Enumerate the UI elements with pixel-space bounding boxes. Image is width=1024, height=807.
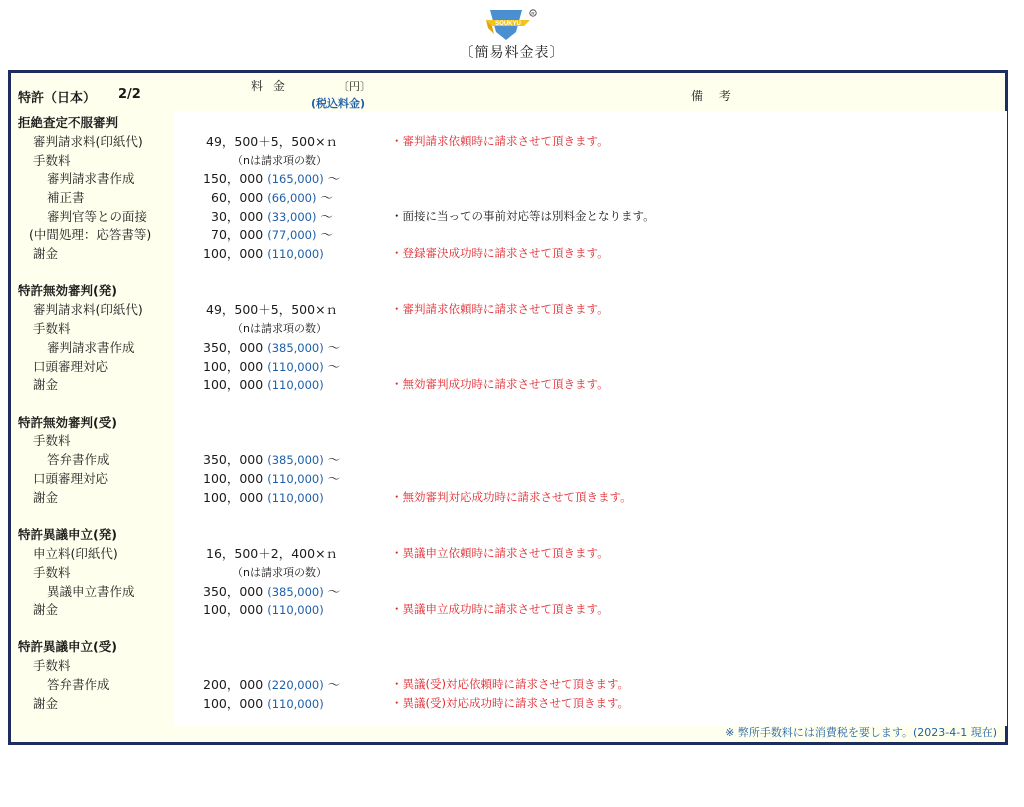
row-amount: 100，000 (110,000) ～ — [203, 471, 341, 486]
row-label: 異議申立書作成 — [47, 584, 135, 599]
row-label: 謝金 — [33, 246, 59, 261]
section-title: 特許異議申立(受) — [18, 639, 117, 654]
header-unit: 〔円〕 — [338, 80, 371, 93]
row-amount: 100，000 (110,000) — [203, 246, 324, 261]
page-title: 〔簡易料金表〕 — [459, 45, 565, 61]
row-label: 謝金 — [33, 696, 59, 711]
row-label: 謝金 — [33, 602, 59, 617]
row-amount: 49，500＋5，500×ｎ — [206, 302, 339, 317]
row-note: （nは請求項の数） — [232, 154, 327, 167]
row-label: 手数料 — [33, 658, 71, 673]
header-tax-note: (税込料金) — [311, 97, 366, 110]
section-title: 特許異議申立(発) — [18, 527, 117, 542]
row-amount: 150，000 (165,000) ～ — [203, 171, 341, 186]
row-amount: 100，000 (110,000) ～ — [203, 359, 341, 374]
footer-note: ※ 弊所手数料には消費税を要します。(2023-4-1 現在) — [725, 726, 997, 739]
row-label: 審判官等との面接 — [47, 209, 148, 224]
row-label: 審判請求書作成 — [47, 340, 135, 355]
row-label: 謝金 — [33, 490, 59, 505]
row-amount: 100，000 (110,000) — [203, 490, 324, 505]
row-label: (中間処理：応答書等) — [29, 227, 152, 242]
row-amount: 60，000 (66,000) ～ — [211, 190, 333, 205]
section-title: 拒絶査定不服審判 — [18, 115, 119, 130]
row-amount: 100，000 (110,000) — [203, 377, 324, 392]
row-remark: ・無効審判対応成功時に請求させて頂きます。 — [391, 490, 632, 504]
row-amount: 350，000 (385,000) ～ — [203, 452, 341, 467]
row-label: 口頭審理対応 — [33, 359, 109, 374]
row-remark: ・異議申立依頼時に請求させて頂きます。 — [391, 546, 609, 560]
fee-table-frame — [8, 70, 1008, 745]
row-label: 審判請求料(印紙代) — [33, 302, 143, 317]
row-remark: ・無効審判成功時に請求させて頂きます。 — [391, 377, 609, 391]
header-remarks: 備 考 — [691, 89, 737, 103]
row-note: （nは請求項の数） — [232, 322, 327, 335]
row-remark: ・面接に当っての事前対応等は別料金となります。 — [391, 209, 655, 223]
row-remark: ・異議申立成功時に請求させて頂きます。 — [391, 602, 609, 616]
row-amount: 200，000 (220,000) ～ — [203, 677, 341, 692]
svg-text:SOUKYU: SOUKYU — [495, 21, 521, 27]
row-label: 手数料 — [33, 433, 71, 448]
row-remark: ・審判請求依頼時に請求させて頂きます。 — [391, 302, 609, 316]
row-label: 手数料 — [33, 321, 71, 336]
row-label: 審判請求書作成 — [47, 171, 135, 186]
row-amount: 350，000 (385,000) ～ — [203, 584, 341, 599]
row-remark: ・異議(受)対応依頼時に請求させて頂きます。 — [391, 677, 630, 691]
section-title: 特許無効審判(発) — [18, 283, 117, 298]
row-remark: ・登録審決成功時に請求させて頂きます。 — [391, 246, 609, 260]
header-page: 2/2 — [118, 87, 141, 102]
row-label: 答弁書作成 — [47, 452, 110, 467]
row-label: 手数料 — [33, 153, 71, 168]
row-amount: 350，000 (385,000) ～ — [203, 340, 341, 355]
row-note: （nは請求項の数） — [232, 566, 327, 579]
row-label: 申立料(印紙代) — [33, 546, 118, 561]
row-amount: 16，500＋2，400×ｎ — [206, 546, 339, 561]
row-amount: 30，000 (33,000) ～ — [211, 209, 333, 224]
header-title: 特許（日本） — [18, 91, 97, 106]
row-amount: 100，000 (110,000) — [203, 696, 324, 711]
company-logo — [482, 6, 542, 42]
section-title: 特許無効審判(受) — [18, 415, 117, 430]
row-remark: ・異議(受)対応成功時に請求させて頂きます。 — [391, 696, 630, 710]
row-label: 審判請求料(印紙代) — [33, 134, 143, 149]
row-remark: ・審判請求依頼時に請求させて頂きます。 — [391, 134, 609, 148]
row-label: 手数料 — [33, 565, 71, 580]
row-amount: 70，000 (77,000) ～ — [211, 227, 333, 242]
row-amount: 100，000 (110,000) — [203, 602, 324, 617]
row-label: 答弁書作成 — [47, 677, 110, 692]
svg-text:R: R — [531, 11, 535, 16]
row-label: 口頭審理対応 — [33, 471, 109, 486]
header-fee: 料 金 — [251, 79, 288, 93]
row-amount: 49，500＋5，500×ｎ — [206, 134, 339, 149]
row-label: 謝金 — [33, 377, 59, 392]
row-label: 補正書 — [47, 190, 85, 205]
